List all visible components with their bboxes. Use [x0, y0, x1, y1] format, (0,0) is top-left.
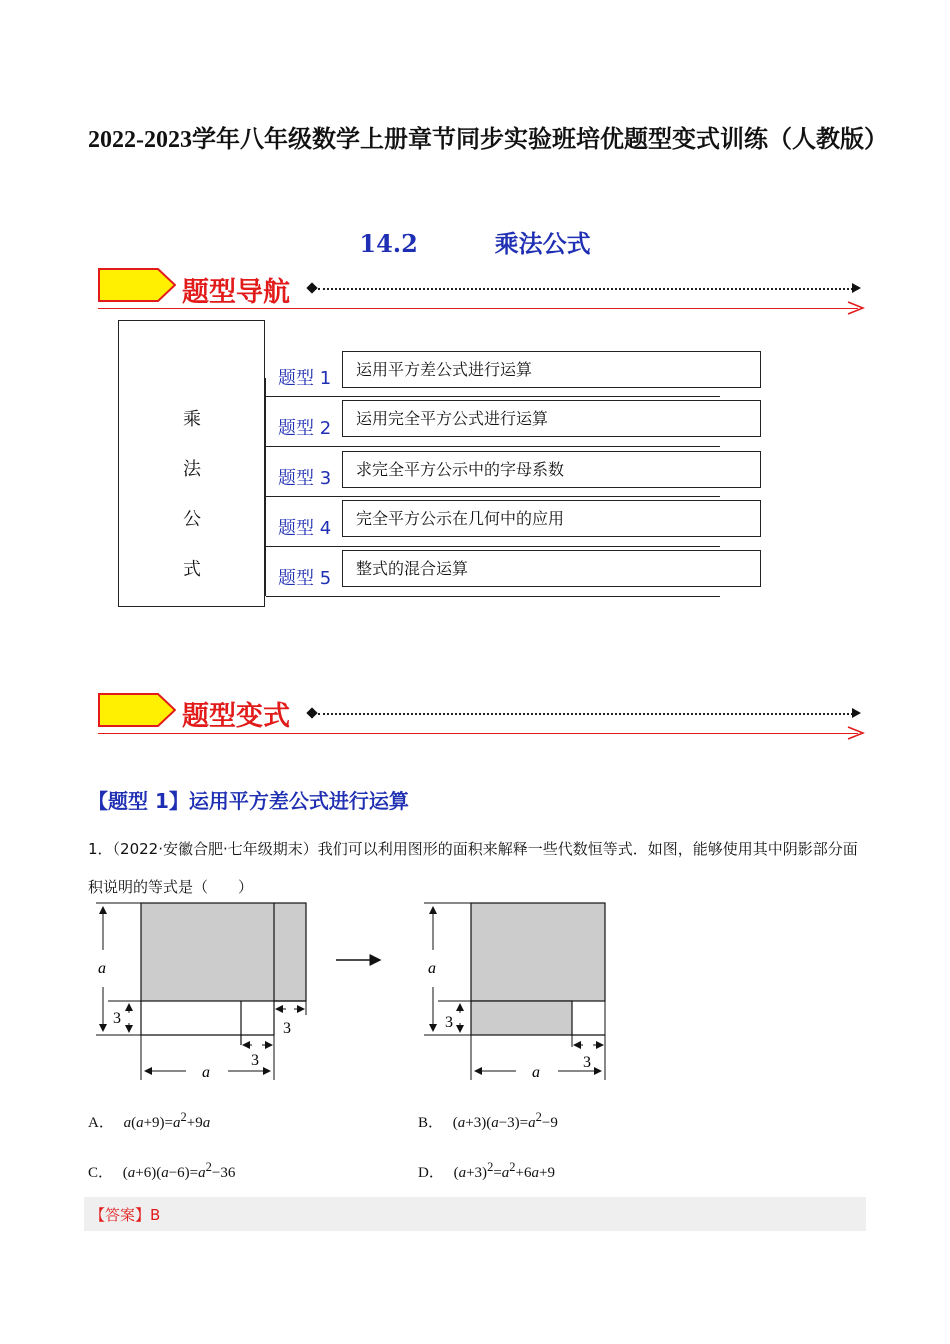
red-arrowhead-icon — [846, 300, 866, 316]
red-arrowhead-icon — [846, 725, 866, 741]
type-box-2: 运用完全平方公式进行运算 — [342, 400, 761, 437]
answer-box — [84, 1197, 866, 1231]
nav-underline — [266, 546, 720, 547]
topic-char: 法 — [183, 459, 201, 480]
arrowhead-icon — [852, 708, 861, 718]
type-box-5: 整式的混合运算 — [342, 550, 761, 587]
topic-char: 公 — [183, 509, 201, 530]
option-d[interactable] — [418, 1160, 555, 1182]
section-title — [0, 224, 950, 259]
type-label-2: 题型 2 — [278, 418, 332, 439]
nav-topic-box — [118, 320, 265, 607]
diamond-icon — [306, 282, 317, 293]
topic-char: 式 — [183, 559, 201, 580]
option-b-letter: B． — [418, 1115, 444, 1131]
type-label-1: 题型 1 — [278, 368, 332, 389]
type-box-3: 求完全平方公示中的字母系数 — [342, 451, 761, 488]
type-label-5: 题型 5 — [278, 568, 332, 589]
nav-underline — [266, 596, 720, 597]
variant-banner-title: 题型变式 — [182, 701, 290, 732]
answer-text: 【答案】B — [90, 1206, 161, 1224]
type-box-4: 完全平方公示在几何中的应用 — [342, 500, 761, 537]
arrowhead-icon — [852, 283, 861, 293]
section-number: 14.2 — [359, 229, 418, 258]
option-a[interactable] — [88, 1110, 210, 1132]
small-label: 3 — [251, 1052, 259, 1069]
section-heading: 【题型 1】运用平方差公式进行运算 — [88, 789, 409, 813]
nav-underline — [266, 396, 720, 397]
nav-underline — [266, 496, 720, 497]
nav-connector — [265, 378, 266, 596]
banner-arrow-icon — [98, 268, 176, 302]
small-label: 3 — [283, 1020, 291, 1037]
side-label: a — [428, 960, 436, 977]
option-a-letter: A． — [88, 1115, 114, 1131]
nav-underline — [266, 446, 720, 447]
red-divider — [98, 308, 858, 309]
shaded-region — [471, 1001, 572, 1035]
option-d-formula: $(a+3)^2=a^2+6a+9$ — [453, 1160, 555, 1181]
shaded-region — [141, 903, 306, 1001]
option-a-formula: $a(a+9)=a^2+9a$ — [123, 1110, 211, 1131]
small-label: 3 — [113, 1010, 121, 1027]
small-label: 3 — [445, 1014, 453, 1031]
shaded-region — [471, 903, 605, 1001]
type-box-1: 运用平方差公式进行运算 — [342, 351, 761, 388]
banner-arrow-icon — [98, 693, 176, 727]
option-b[interactable] — [418, 1110, 558, 1132]
type-label-3: 题型 3 — [278, 468, 332, 489]
option-c-letter: C． — [88, 1165, 114, 1181]
dotted-divider — [318, 713, 853, 715]
document-title: 2022-2023学年八年级数学上册章节同步实验班培优题型变式训练（人教版） — [88, 127, 888, 153]
geometry-figure — [86, 895, 626, 1095]
option-c[interactable] — [88, 1160, 235, 1182]
question-text: 1．（2022·安徽合肥·七年级期末）我们可以利用图形的面积来解释一些代数恒等式．如图，能够使用其中阴影部分面积说明的等式是（ ） — [88, 840, 858, 896]
option-d-letter: D． — [418, 1165, 444, 1181]
side-label: a — [532, 1064, 540, 1081]
side-label: a — [98, 960, 106, 977]
option-c-formula: $(a+6)(a-6)=a^2-36$ — [122, 1160, 236, 1181]
small-label: 3 — [583, 1054, 591, 1071]
red-divider — [98, 733, 858, 734]
type-label-4: 题型 4 — [278, 518, 332, 539]
topic-char: 乘 — [183, 409, 201, 430]
side-label: a — [202, 1064, 210, 1081]
option-b-formula: $(a+3)(a-3)=a^2-9$ — [452, 1110, 558, 1131]
diamond-icon — [306, 707, 317, 718]
nav-banner-title: 题型导航 — [182, 277, 290, 308]
section-name: 乘法公式 — [494, 229, 591, 258]
dotted-divider — [318, 288, 853, 290]
